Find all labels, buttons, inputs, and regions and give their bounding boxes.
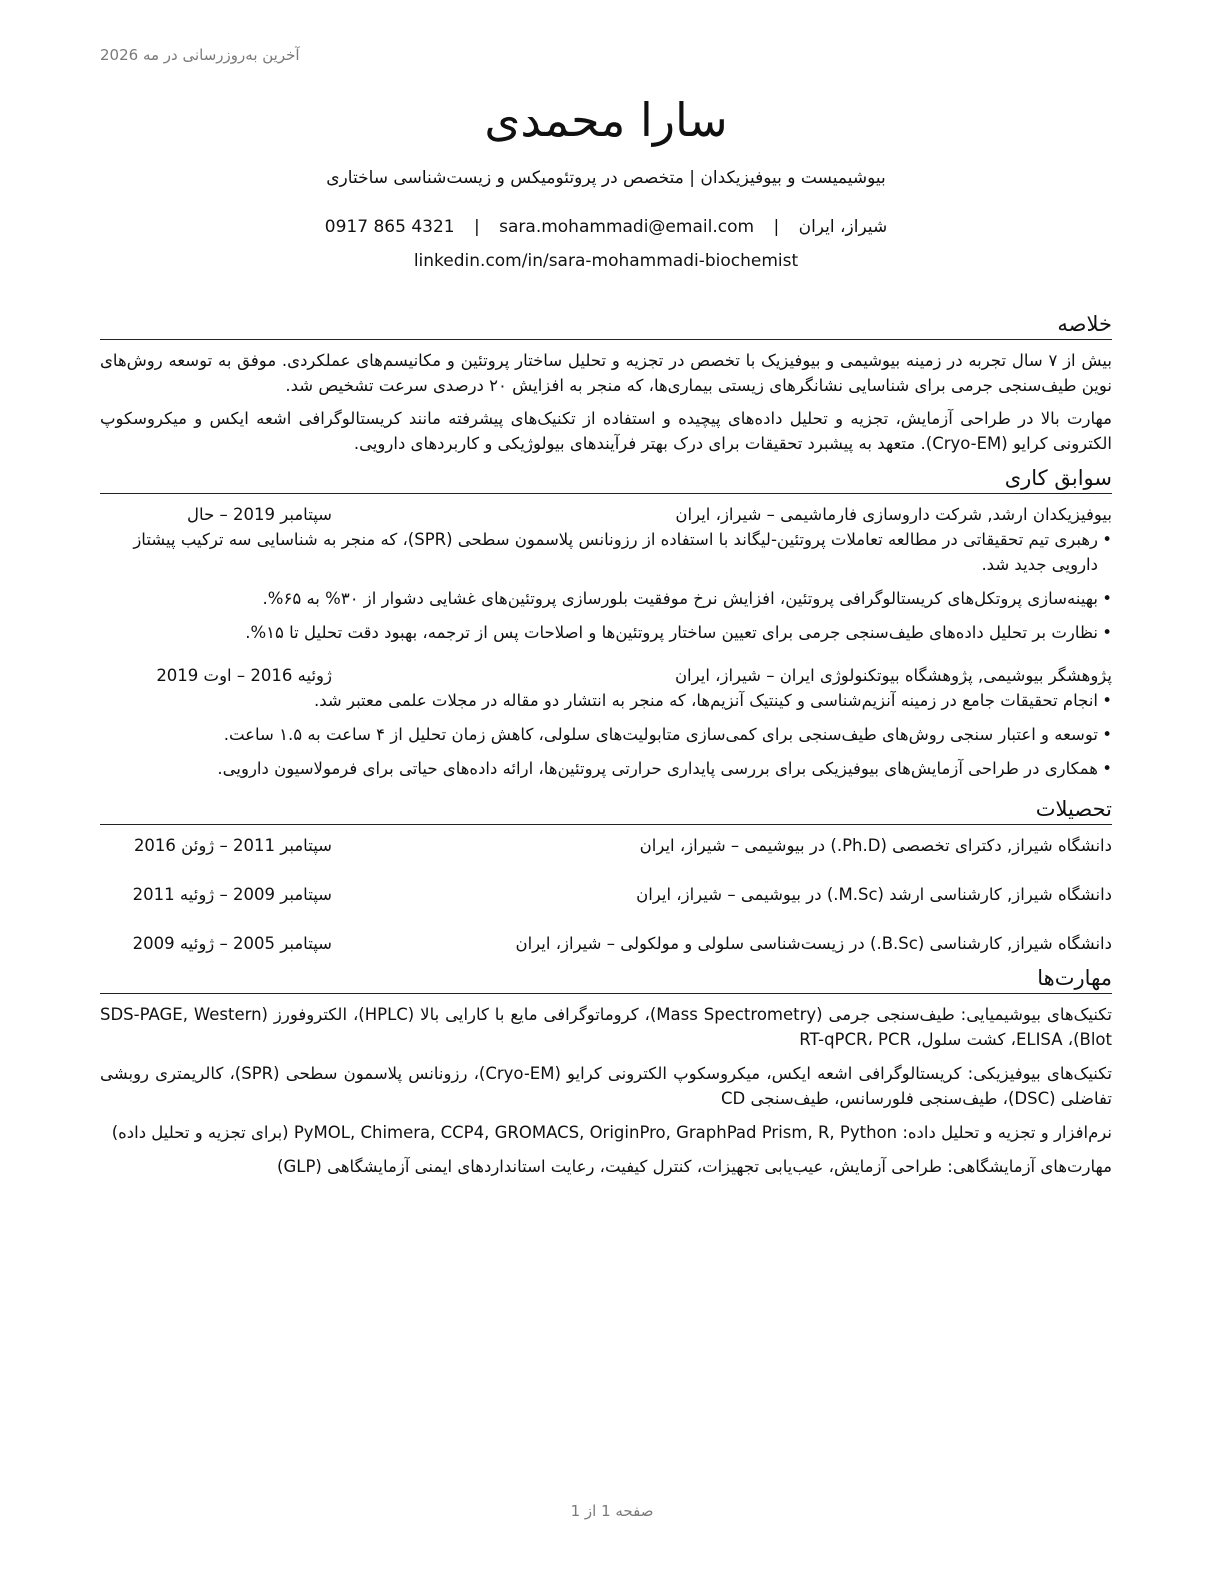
job-bullets — [100, 688, 1112, 781]
page-number-footer: صفحه 1 از 1 — [570, 1502, 654, 1520]
job-header-row — [100, 663, 1112, 688]
resume-header — [100, 88, 1112, 274]
education-degree: دانشگاه شیراز, کارشناسی (B.Sc.) در زیست‌شناسی سلولی و مولکولی – شیراز، ایران — [515, 934, 1112, 953]
section-title-summary: خلاصه — [100, 310, 1112, 340]
job-entry — [100, 502, 1112, 645]
job-bullet: • همکاری در طراحی آزمایش‌های بیوفیزیکی برای بررسی پایداری حرارتی پروتئین‌ها، ارائه داده‌های حیاتی برای فرمولاسیون دارویی. — [100, 756, 1112, 781]
job-entry — [100, 663, 1112, 781]
last-updated-note: آخرین به‌روزرسانی در مه 2026 — [100, 46, 300, 64]
job-dates: ژوئیه 2016 – اوت 2019 — [156, 666, 332, 685]
job-title: بیوفیزیکدان ارشد, شرکت داروسازی فارماشیمی – شیراز، ایران — [675, 505, 1112, 524]
job-bullet: • توسعه و اعتبار سنجی روش‌های طیف‌سنجی برای کمی‌سازی متابولیت‌های سلولی، کاهش زمان تحلیل از ۴ ساعت به ۱.۵ ساعت. — [100, 722, 1112, 747]
job-bullets — [100, 527, 1112, 645]
skill-item: مهارت‌های آزمایشگاهی: طراحی آزمایش، عیب‌یابی تجهیزات، کنترل کیفیت، رعایت استانداردهای ایمنی آزمایشگاهی (GLP) — [277, 1157, 1112, 1176]
education-dates: سپتامبر 2009 – ژوئیه 2011 — [132, 885, 332, 904]
linkedin-link[interactable]: linkedin.com/in/sara-mohammadi-biochemist — [413, 251, 799, 271]
job-header-row — [100, 502, 1112, 527]
summary-paragraph: بیش از ۷ سال تجربه در زمینه بیوشیمی و بیوفیزیک با تخصص در تجزیه و تحلیل ساختار پروتئین و مکانیسم‌های عملکردی. موفق به توسعه روش‌های نوین طیف‌سنجی جرمی برای شناسایی نشانگرهای زیستی بیماری‌ها، که منجر به افزایش ۲۰ درصدی سرعت تشخیص شد. — [100, 351, 1112, 395]
contact-separator: | — [474, 217, 480, 237]
education-entry — [100, 882, 1112, 907]
job-title: پژوهشگر بیوشیمی, پژوهشگاه بیوتکنولوژی ایران – شیراز، ایران — [674, 666, 1112, 685]
email-link[interactable]: sara.mohammadi@email.com — [499, 217, 755, 237]
job-bullet: • نظارت بر تحلیل داده‌های طیف‌سنجی جرمی برای تعیین ساختار پروتئین‌ها و اصلاحات پس از ترجمه، بهبود دقت تحلیل تا ۱۵%. — [100, 620, 1112, 645]
contact-separator: | — [773, 217, 780, 237]
summary-section — [100, 310, 1112, 456]
education-degree: دانشگاه شیراز, دکترای تخصصی (Ph.D.) در بیوشیمی – شیراز، ایران — [639, 836, 1112, 855]
section-title-skills: مهارت‌ها — [100, 964, 1112, 994]
skills-section — [100, 964, 1112, 1179]
skill-item: تکنیک‌های بیوشیمیایی: طیف‌سنجی جرمی (Mass Spectrometry)، کروماتوگرافی مایع با کارایی بالا (HPLC)، الکتروفورز (SDS-PAGE, Western Blot)، ELISA، کشت سلول، RT-qPCR، PCR — [100, 1005, 1113, 1049]
education-section — [100, 795, 1112, 956]
resume-body — [100, 310, 1112, 1188]
education-dates: سپتامبر 2005 – ژوئیه 2009 — [132, 934, 332, 953]
phone-number: 0917 865 4321 — [324, 217, 455, 237]
skill-item: تکنیک‌های بیوفیزیکی: کریستالوگرافی اشعه ایکس، میکروسکوپ الکترونی کرایو (Cryo-EM)، رزونانس پلاسمون سطحی (SPR)، کالریمتری روبشی تفاضلی (DSC)، طیف‌سنجی فلورسانس، طیف‌سنجی CD — [100, 1064, 1112, 1108]
education-degree: دانشگاه شیراز, کارشناسی ارشد (M.Sc.) در بیوشیمی – شیراز، ایران — [636, 885, 1112, 904]
person-name: سارا محمدی — [484, 93, 728, 147]
section-title-education: تحصیلات — [100, 795, 1112, 825]
skill-item: نرم‌افزار و تجزیه و تحلیل داده: PyMOL, Chimera, CCP4, GROMACS, OriginPro, GraphPad Prism, R, Python (برای تجزیه و تحلیل داده) — [111, 1123, 1112, 1142]
experience-section — [100, 464, 1112, 781]
contact-line — [100, 214, 1112, 240]
education-entry — [100, 833, 1112, 858]
summary-paragraph: مهارت بالا در طراحی آزمایش، تجزیه و تحلیل داده‌های پیچیده و استفاده از تکنیک‌های پیشرفته مانند کریستالوگرافی اشعه ایکس و میکروسکوپ الکترونی کرایو (Cryo-EM). متعهد به پیشبرد تحقیقات برای درک بهتر فرآیندهای بیولوژیکی و کاربردهای دارویی. — [100, 409, 1112, 453]
job-bullet: • رهبری تیم تحقیقاتی در مطالعه تعاملات پروتئین-لیگاند با استفاده از رزونانس پلاسمون سطحی (SPR)، که منجر به شناسایی سه ترکیب پیشتاز دارویی جدید شد. — [100, 527, 1112, 577]
job-dates: سپتامبر 2019 – حال — [187, 505, 332, 524]
education-dates: سپتامبر 2011 – ژوئن 2016 — [133, 836, 332, 855]
job-bullet: • بهینه‌سازی پروتکل‌های کریستالوگرافی پروتئین، افزایش نرخ موفقیت بلورسازی پروتئین‌های غشایی دشوار از ۳۰% به ۶۵%. — [100, 586, 1112, 611]
section-title-experience: سوابق کاری — [100, 464, 1112, 494]
education-entry — [100, 931, 1112, 956]
job-bullet: • انجام تحقیقات جامع در زمینه آنزیم‌شناسی و کینتیک آنزیم‌ها، که منجر به انتشار دو مقاله در مجلات علمی معتبر شد. — [100, 688, 1112, 713]
location: شیراز، ایران — [798, 217, 888, 237]
professional-subtitle: بیوشیمیست و بیوفیزیکدان | متخصص در پروتئومیکس و زیست‌شناسی ساختاری — [326, 168, 886, 188]
